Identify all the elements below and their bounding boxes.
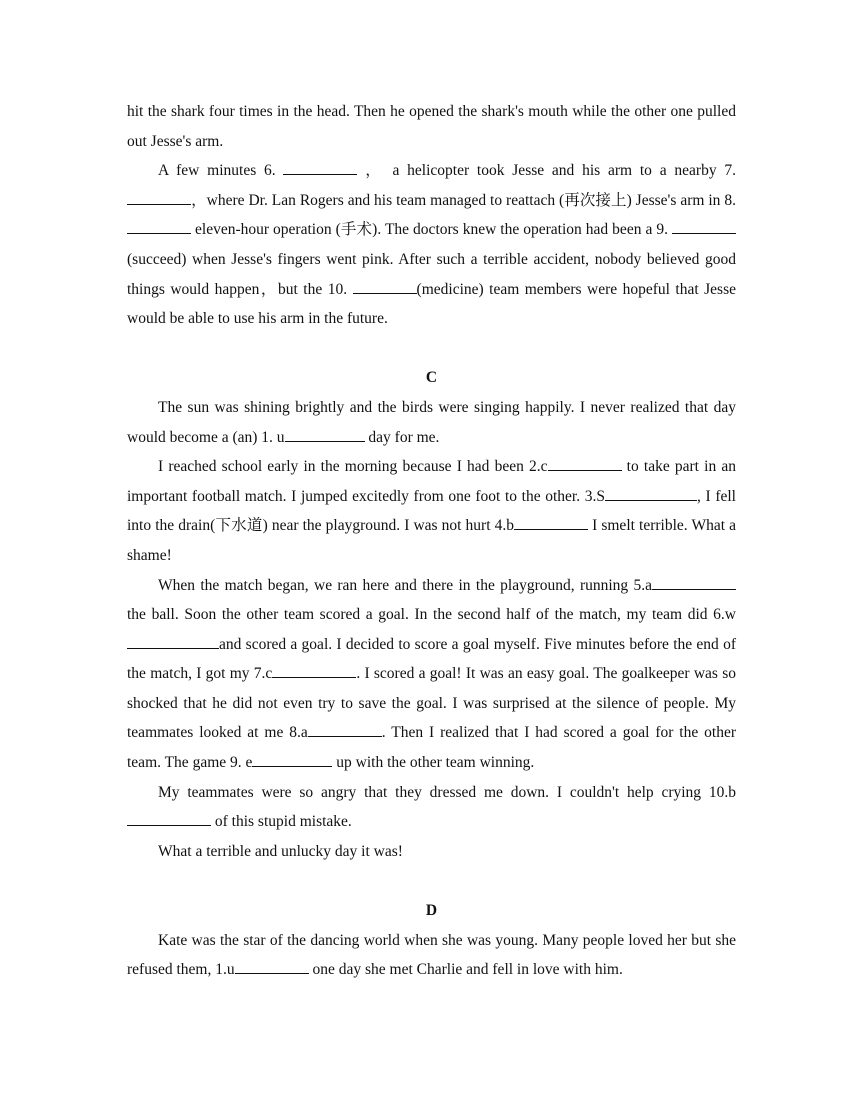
paragraph-b-2: A few minutes 6. ， a helicopter took Jesse and his arm to a nearby 7. ，where Dr. Lan Rogers and his team managed to reattach (再次接上) Jesse's arm in 8. eleven-hour operation (手术). The doctors knew the operation had been a 9. (succeed) when Jesse's fingers went pink. After such a terrible accident, nobody believed good things would happen，but the 10. (medicine) team members were hopeful that Jesse would be able to use his arm in the future.: [127, 156, 736, 334]
blank-c-6[interactable]: [127, 633, 219, 649]
paragraph-d-1: Kate was the star of the dancing world when she was young. Many people loved her but she refused them, 1.u one day she met Charlie and fell in love with him.: [127, 931, 736, 979]
paragraph-c-2: I reached school early in the morning because I had been 2.c to take part in an important football match. I jumped excitedly from one foot to the other. 3.S , I fell into the drain(下水道) near the playground. I was not hurt 4.b I smelt terrible. What a shame!: [127, 452, 736, 570]
paragraph-c-4: My teammates were so angry that they dressed me down. I couldn't help crying 10.b of this stupid mistake.: [127, 778, 736, 837]
blank-b-10[interactable]: [353, 278, 417, 294]
blank-c-2[interactable]: [548, 455, 622, 471]
blank-c-10[interactable]: [127, 810, 211, 826]
blank-b-8[interactable]: [127, 218, 191, 234]
blank-c-1[interactable]: [285, 426, 365, 442]
section-spacer: [127, 866, 736, 896]
section-heading-c: C: [425, 369, 438, 387]
paragraph-c-3: When the match began, we ran here and there in the playground, running 5.a the ball. Soon the other team scored a goal. In the second half of the match, my team did 6.wand scored a goal. I decided to score a goal myself. Five minutes before the end of the match, I got my 7.c . I scored a goal! It was an easy goal. The goalkeeper was so shocked that he did not even try to save the goal. I was surprised at the silence of people. My teammates looked at me 8.a . Then I realized that I had scored a goal for the other team. The game 9. e up with the other team winning.: [127, 571, 736, 778]
blank-b-7[interactable]: [127, 189, 191, 205]
paragraph-c-5: What a terrible and unlucky day it was!: [158, 842, 403, 860]
document-page: [127, 97, 736, 985]
blank-d-1[interactable]: [235, 958, 309, 974]
section-heading-d: D: [425, 902, 438, 920]
section-spacer: [127, 334, 736, 364]
paragraph-c-1: The sun was shining brightly and the birds were singing happily. I never realized that day would become a (an) 1. u day for me.: [127, 398, 736, 446]
blank-c-3[interactable]: [605, 485, 697, 501]
blank-c-8[interactable]: [308, 721, 382, 737]
blank-c-5[interactable]: [652, 574, 736, 590]
blank-c-4[interactable]: [514, 514, 588, 530]
paragraph-b-1: hit the shark four times in the head. Then he opened the shark's mouth while the other one pulled out Jesse's arm.: [127, 103, 736, 150]
blank-b-6[interactable]: [283, 159, 357, 175]
blank-c-9[interactable]: [252, 751, 332, 767]
blank-b-9[interactable]: [672, 218, 736, 234]
blank-c-7[interactable]: [272, 662, 356, 678]
